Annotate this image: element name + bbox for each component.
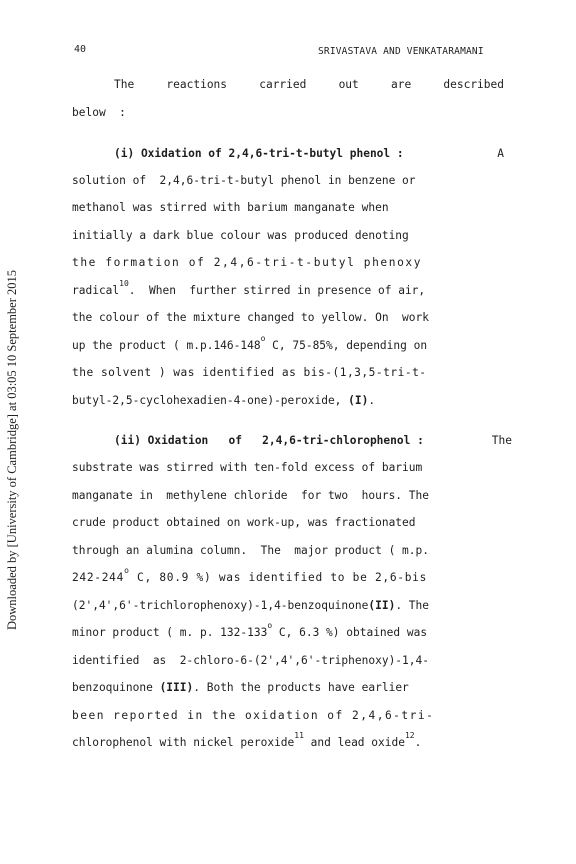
degree-superscript: o [260, 334, 266, 343]
paragraph-line: up the product ( m.p.146-148 o C, 75-85%, depending on [72, 334, 428, 352]
compound-label: (III) [159, 681, 194, 694]
section-1-heading: (i) Oxidation of 2,4,6-tri-t-butyl phenol : [114, 147, 404, 160]
reference-superscript: 12 [404, 731, 415, 740]
paragraph-line: solution of 2,4,6-tri-t-butyl phenol in benzene or [72, 174, 416, 187]
page-number: 40 [74, 44, 87, 55]
compound-label: (II) [368, 599, 396, 612]
degree-superscript: o [124, 566, 130, 575]
paragraph-line: 242-244 o C, 80.9 %) was identified to be 2,6-bis [72, 566, 428, 584]
paragraph-line: crude product obtained on work-up, was fractionated [72, 516, 416, 529]
intro-line-1: The reactions carried out are described [114, 78, 504, 91]
paragraph-line: radical 10 . When further stirred in presence of air, [72, 279, 426, 297]
paragraph-line: benzoquinone (III) . Both the products have earlier [72, 681, 409, 694]
paragraph-line: chlorophenol with nickel peroxide 11 and lead oxide 12 . [72, 731, 422, 749]
paragraph-line: manganate in methylene chloride for two hours. The [72, 489, 429, 502]
compound-label: (I) [348, 394, 369, 407]
reference-superscript: 11 [294, 731, 304, 740]
intro-line-2: below : [72, 106, 126, 119]
paragraph-line: the formation of 2,4,6-tri-t-butyl phenoxy [72, 256, 423, 269]
section-2-heading-line: (ii) Oxidation of 2,4,6-tri-chlorophenol : The [114, 434, 512, 447]
section-1-heading-line: (i) Oxidation of 2,4,6-tri-t-butyl phenol : A [114, 147, 504, 160]
paragraph-line: minor product ( m. p. 132-133 o C, 6.3 %) obtained was [72, 621, 428, 639]
running-head: SRIVASTAVA AND VENKATARAMANI [318, 46, 484, 57]
section-2-heading: (ii) Oxidation of 2,4,6-tri-chlorophenol : [114, 434, 424, 447]
paragraph-line: through an alumina column. The major product ( m.p. [72, 544, 429, 557]
paragraph-line: butyl-2,5-cyclohexadien-4-one)-peroxide, (I) . [72, 394, 376, 407]
paragraph-line: initially a dark blue colour was produced denoting [72, 229, 409, 242]
paragraph-line: methanol was stirred with barium manganate when [72, 201, 389, 214]
paragraph-line: been reported in the oxidation of 2,4,6-tri- [72, 709, 435, 722]
degree-superscript: o [267, 621, 273, 630]
paragraph-line: identified as 2-chloro-6-(2',4',6'-triphenoxy)-1,4- [72, 654, 429, 667]
paragraph-line: the colour of the mixture changed to yellow. On work [72, 311, 429, 324]
reference-superscript: 10 [119, 279, 129, 288]
download-watermark: Downloaded by [University of Cambridge] at 03:05 10 September 2015 [5, 270, 19, 630]
paragraph-line: substrate was stirred with ten-fold excess of barium [72, 461, 423, 474]
paragraph-line: (2',4',6'-trichlorophenoxy)-1,4-benzoquinone (II) . The [72, 599, 430, 612]
paragraph-line: the solvent ) was identified as bis-(1,3,5-tri-t- [72, 366, 427, 379]
